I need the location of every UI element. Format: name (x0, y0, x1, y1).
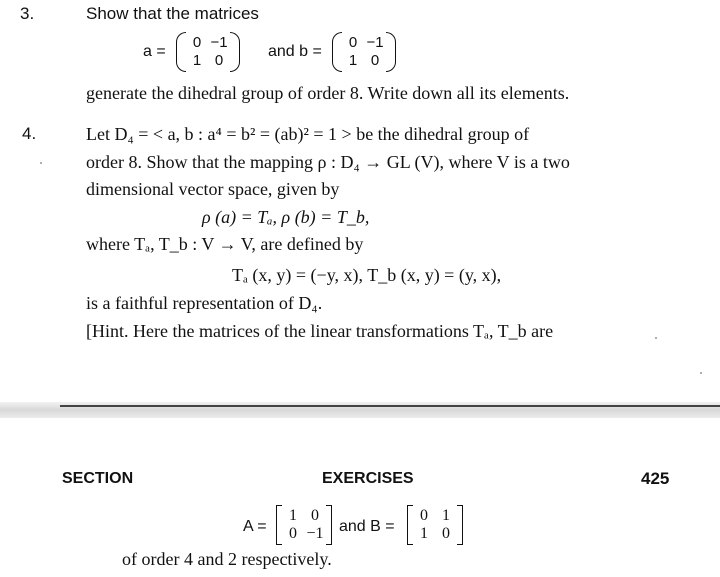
question-4-hint: [Hint. Here the matrices of the linear transformations Tₐ, T_b are (86, 321, 554, 341)
matrix-A-cell: 0 (289, 525, 297, 542)
question-3-text: generate the dihedral group of order 8. Write down all its elements. (86, 83, 570, 103)
matrix-B-cell: 1 (442, 507, 450, 524)
question-4-line: order 8. Show that the mapping ρ : D₄ → GL (V), where V is a two (86, 152, 570, 172)
matrix-a-label: a = (143, 43, 166, 60)
matrix-a-cell: −1 (210, 34, 228, 51)
matrix-A-cell: 1 (289, 507, 297, 524)
question-3-title: Show that the matrices (86, 4, 259, 23)
question-4-formula: ρ (a) = Tₐ, ρ (b) = T_b, (202, 207, 370, 227)
matrix-B-cell: 1 (420, 525, 428, 542)
matrix-B-cell: 0 (442, 525, 450, 542)
matrix-b-cell: 0 (370, 52, 380, 69)
matrix-A-label: A = (243, 518, 267, 535)
question-3-number: 3. (20, 4, 35, 23)
matrix-a-cell: 1 (192, 52, 202, 69)
matrix-B-cell: 0 (420, 507, 428, 524)
question-4-line: Let D₄ = < a, b : a⁴ = b² = (ab)² = 1 > be the dihedral group of (86, 124, 530, 144)
scan-speck (40, 162, 42, 164)
closing-text: of order 4 and 2 respectively. (122, 549, 332, 569)
matrix-A-cell: −1 (306, 525, 324, 542)
question-4-line: is a faithful representation of D₄. (86, 293, 323, 313)
matrix-a (176, 32, 240, 72)
matrix-b-label: and b = (268, 43, 322, 60)
question-4-line: dimensional vector space, given by (86, 179, 340, 199)
matrix-a-cell: 0 (192, 34, 202, 51)
matrix-B (407, 505, 463, 545)
running-header-title: EXERCISES (322, 470, 414, 487)
question-4-number: 4. (22, 124, 37, 143)
matrix-A (276, 505, 332, 545)
matrix-b-cell: 0 (348, 34, 358, 51)
matrix-b-cell: −1 (366, 34, 384, 51)
question-4-line: where Tₐ, T_b : V → V, are defined by (86, 234, 364, 254)
page-rule (60, 405, 720, 407)
scan-speck (700, 372, 702, 374)
matrix-B-label: and B = (339, 518, 395, 535)
running-header-section: SECTION (62, 470, 134, 487)
matrix-A-cell: 0 (311, 507, 319, 524)
page-number: 425 (641, 469, 670, 488)
scan-speck (655, 337, 657, 339)
matrix-a-cell: 0 (214, 52, 224, 69)
matrix-b (332, 32, 396, 72)
matrix-b-cell: 1 (348, 52, 358, 69)
question-4-formula: Tₐ (x, y) = (−y, x), T_b (x, y) = (y, x), (232, 265, 502, 285)
